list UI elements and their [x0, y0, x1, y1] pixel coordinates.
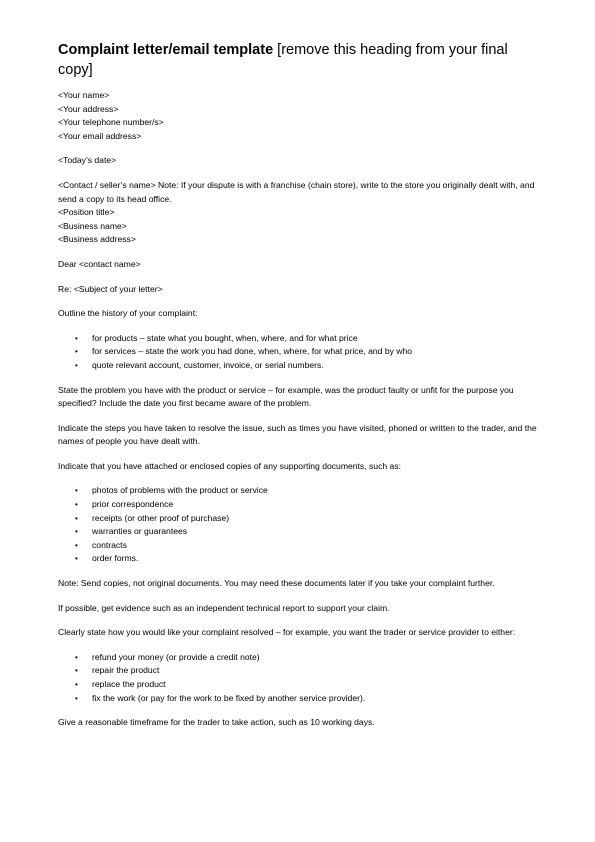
list-item — [58, 332, 543, 346]
list-item-text: for products – state what you bought, when, where, and for what price — [92, 332, 358, 343]
page-title — [58, 40, 543, 80]
list-item — [58, 692, 543, 706]
list-item — [58, 664, 543, 678]
list-item-text: photos of problems with the product or service — [92, 485, 268, 496]
title-bold: Complaint letter/email template — [58, 42, 274, 58]
recipient-business-address: <Business address> — [58, 234, 136, 245]
list-item-text: quote relevant account, customer, invoice, or serial numbers. — [92, 359, 324, 370]
title-note: [remove this heading from your final copy] — [58, 42, 508, 78]
sender-email: <Your email address> — [58, 130, 142, 141]
bullet-icon: • — [75, 347, 78, 357]
resolution-list — [58, 651, 543, 705]
subject-line: Re: <Subject of your letter> — [58, 283, 163, 294]
list-item — [58, 498, 543, 512]
problem-paragraph: State the problem you have with the product or service – for example, was the product faulty or unfit for the purpose you specified? Include the date you first became aware of the problem. — [58, 384, 514, 409]
bullet-icon: • — [75, 500, 78, 510]
list-item-text: repair the product — [92, 665, 160, 676]
bullet-icon: • — [75, 333, 78, 343]
salutation: Dear <contact name> — [58, 258, 141, 269]
list-item-text: for services – state the work you had done, when, where, for what price, and by who — [92, 346, 413, 357]
bullet-icon: • — [75, 652, 78, 662]
sender-name: <Your name> — [58, 90, 110, 100]
list-item-text: fix the work (or pay for the work to be fixed by another service provider). — [92, 692, 366, 703]
list-item — [58, 345, 543, 359]
bullet-icon: • — [75, 680, 78, 689]
list-item-text: refund your money (or provide a credit note) — [92, 651, 260, 662]
list-item — [58, 512, 543, 526]
bullet-icon: • — [75, 666, 78, 676]
recipient-position: <Position title> — [58, 207, 115, 218]
documents-intro: Indicate that you have attached or enclosed copies of any supporting documents, such as: — [58, 460, 402, 471]
recipient-contact-note: <Contact / seller’s name> Note: If your dispute is with a franchise (chain store), write to the store you originally dealt with, and send a copy to its head office. — [58, 179, 535, 204]
sender-phone: <Your telephone number/s> — [58, 117, 164, 128]
documents-list — [58, 484, 543, 566]
list-item — [58, 525, 543, 539]
letter-date: <Today’s date> — [58, 155, 117, 166]
timeframe-paragraph: Give a reasonable timeframe for the trader to take action, such as 10 working days. — [58, 717, 375, 728]
bullet-icon: • — [75, 360, 78, 370]
evidence-paragraph: If possible, get evidence such as an independent technical report to support your claim. — [58, 602, 390, 613]
history-intro: Outline the history of your complaint: — [58, 308, 198, 319]
list-item-text: warranties or guarantees — [92, 526, 188, 537]
steps-paragraph: Indicate the steps you have taken to resolve the issue, such as times you have visited, phoned or written to the trader, and the names of people you have dealt with. — [58, 422, 537, 447]
history-list — [58, 332, 543, 373]
recipient-block — [58, 179, 543, 247]
sender-block — [58, 89, 543, 143]
list-item — [58, 552, 543, 566]
bullet-icon: • — [75, 693, 78, 703]
list-item-text: prior correspondence — [92, 499, 174, 510]
list-item-text: order forms. — [92, 553, 139, 564]
list-item — [58, 484, 543, 498]
resolution-intro: Clearly state how you would like your complaint resolved – for example, you want the trader or service provider to either: — [58, 627, 516, 638]
bullet-icon: • — [75, 513, 78, 523]
list-item-text: replace the product — [92, 679, 166, 689]
bullet-icon: • — [75, 540, 78, 550]
recipient-business-name: <Business name> — [58, 220, 127, 231]
list-item — [58, 359, 543, 373]
bullet-icon: • — [75, 554, 78, 564]
list-item-text: receipts (or other proof of purchase) — [92, 512, 230, 523]
sender-address: <Your address> — [58, 103, 119, 114]
list-item — [58, 539, 543, 553]
list-item — [58, 678, 543, 692]
bullet-icon: • — [75, 486, 78, 496]
copies-note: Note: Send copies, not original documents. You may need these documents later if you take your complaint further. — [58, 578, 495, 589]
list-item-text: contracts — [92, 539, 127, 550]
bullet-icon: • — [75, 527, 78, 537]
list-item — [58, 651, 543, 665]
